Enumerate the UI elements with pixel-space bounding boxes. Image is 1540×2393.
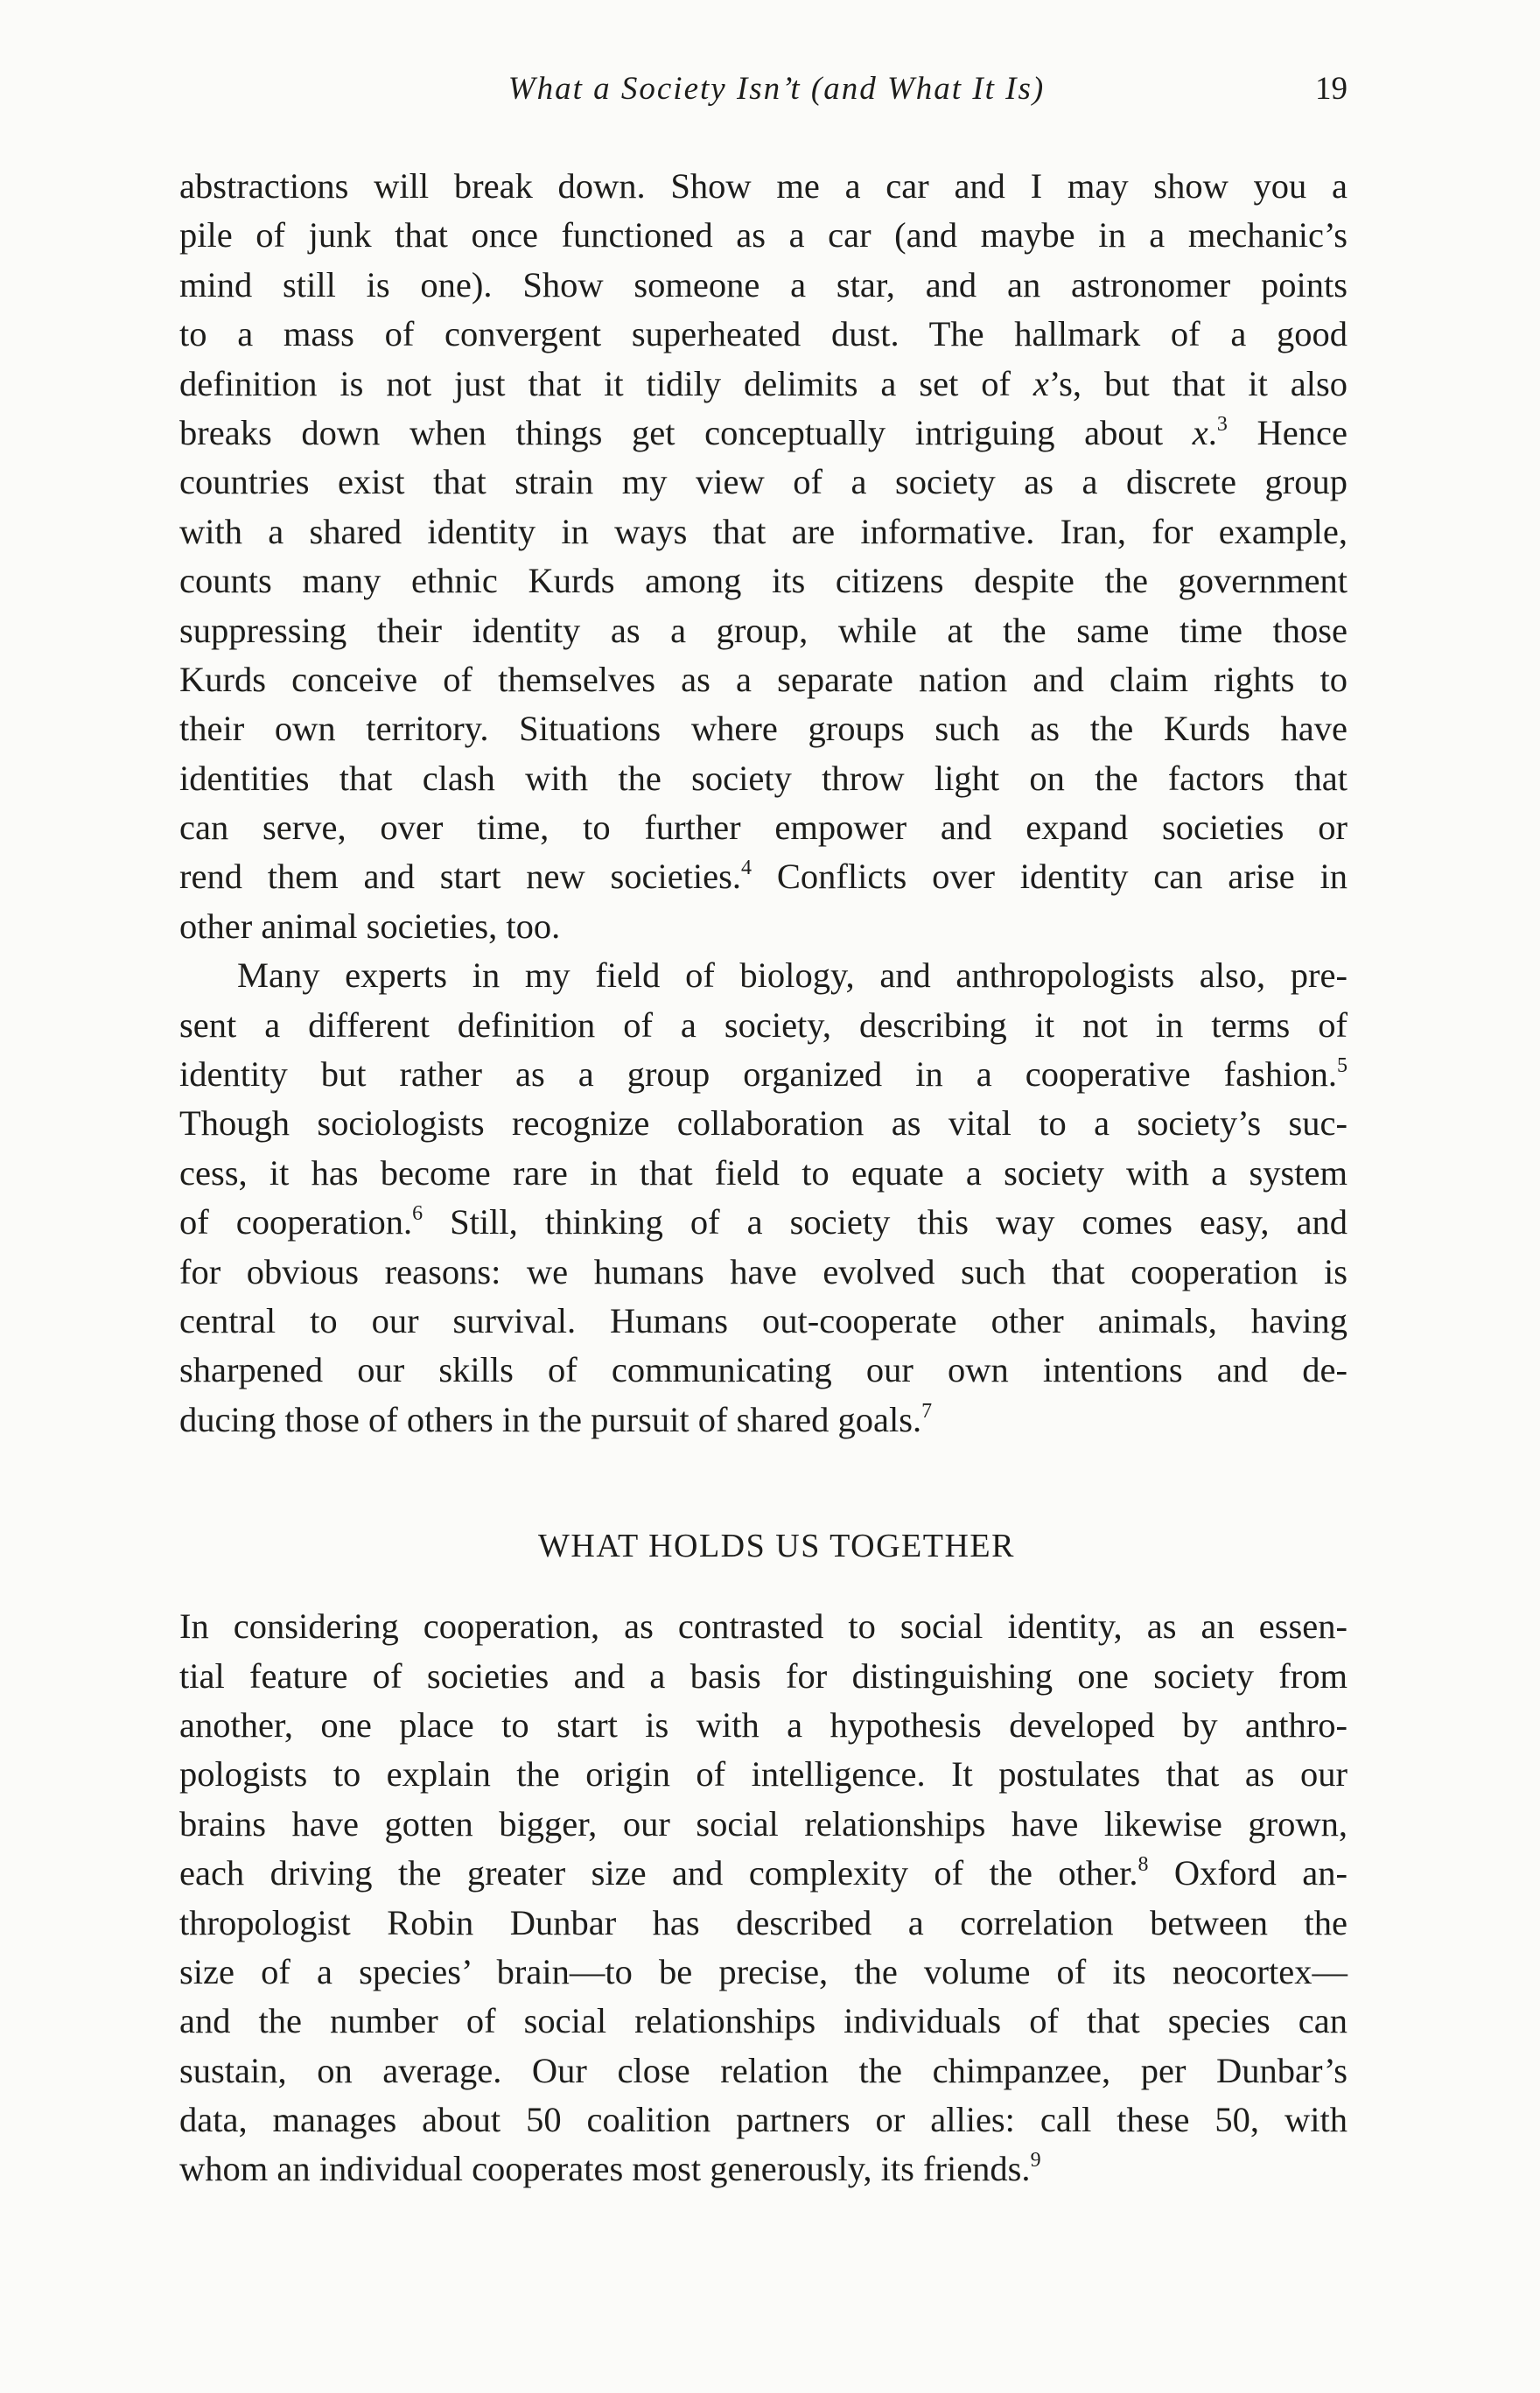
text-line: sustain, on average. Our close relation the chimpanzee, per Dunbar’s [179,2050,1348,2090]
text-line: brains have gotten bigger, our social relationships have likewise grown, [179,1803,1348,1844]
text-line: size of a species’ brain—to be precise, the volume of its neocortex— [179,1951,1348,1991]
text-line: another, one place to start is with a hypothesis developed by anthro- [179,1704,1348,1745]
text-line: to a mass of convergent superheated dust. The hallmark of a good [179,314,1348,354]
footnote-ref: 5 [1337,1054,1348,1078]
text-line: of cooperation.$^6$ Still, thinking of a society this way comes easy, and [179,1202,1348,1242]
page-number: 19 [1315,71,1348,107]
text-line: whom an individual cooperates most generously, its friends.$^9$ [179,2149,1041,2189]
section-heading: WHAT HOLDS US TOGETHER [538,1528,1015,1565]
text-line: breaks down when things get conceptually intriguing about x.$^3$ Hence [179,412,1348,452]
text-line: other animal societies, too. [179,906,561,946]
text-line: thropologist Robin Dunbar has described a correlation between the [179,1902,1348,1942]
text-line: In considering cooperation, as contrasted to social identity, as an essen- [179,1606,1348,1647]
text-line: abstractions will break down. Show me a car and I may show you a [179,166,1348,206]
text-line: for obvious reasons: we humans have evolved such that cooperation is [179,1251,1348,1291]
text-line: mind still is one). Show someone a star, and an astronomer points [179,264,1348,304]
text-line: central to our survival. Humans out-cooperate other animals, having [179,1300,1348,1340]
text-line: countries exist that strain my view of a society as a discrete group [179,462,1348,502]
paragraph-2 [179,951,1348,1445]
text-line: their own territory. Situations where groups such as the Kurds have [179,709,1348,749]
text-line: rend them and start new societies.$^4$ Conflicts over identity can arise in [179,857,1348,897]
running-title: What a Society Isn’t (and What It Is) [508,71,1046,107]
text-line: ducing those of others in the pursuit of shared goals.$^7$ [179,1399,933,1439]
body-text [179,162,1348,2194]
footnote-ref: 8 [1138,1853,1149,1877]
footnote-ref: 7 [921,1399,933,1423]
italic-variable: x [1192,412,1208,452]
italic-variable: x [1032,363,1049,403]
footnote-ref: 9 [1030,2149,1041,2173]
text-line: definition is not just that it tidily delimits a set of x’s, but that it also [179,363,1348,403]
footnote-ref: 6 [412,1202,424,1226]
text-line: sent a different definition of a society, describing it not in terms of [179,1004,1348,1045]
text-line: tial feature of societies and a basis for distinguishing one society from [179,1655,1348,1696]
footnote-ref: 3 [1216,412,1228,436]
text-line: counts many ethnic Kurds among its citizens despite the government [179,561,1348,601]
text-line: suppressing their identity as a group, while at the same time those [179,610,1348,650]
text-line: Many experts in my field of biology, and anthropologists also, pre- [237,955,1348,996]
text-line: with a shared identity in ways that are informative. Iran, for example, [179,511,1348,551]
text-line: each driving the greater size and complexity of the other.$^8$ Oxford an- [179,1853,1348,1893]
text-line: sharpened our skills of communicating our own intentions and de- [179,1350,1348,1390]
running-head [179,63,1348,115]
text-line: identity but rather as a group organized in a cooperative fashion.$^5$ [179,1054,1348,1095]
text-line: data, manages about 50 coalition partners or allies: call these 50, with [179,2100,1348,2140]
text-line: and the number of social relationships individuals of that species can [179,2001,1348,2041]
text-line: cess, it has become rare in that field to equate a society with a system [179,1152,1348,1193]
footnote-ref: 4 [741,857,752,880]
text-line: can serve, over time, to further empower and expand societies or [179,808,1348,848]
text-line: Kurds conceive of themselves as a separate nation and claim rights to [179,659,1348,699]
text-line: identities that clash with the society throw light on the factors that [179,758,1348,798]
text-line: Though sociologists recognize collaboration as vital to a society’s suc- [179,1103,1348,1144]
text-line: pologists to explain the origin of intelligence. It postulates that as our [179,1754,1348,1795]
paragraph-3 [179,1602,1348,2194]
text-line: pile of junk that once functioned as a car (and maybe in a mechanic’s [179,215,1348,255]
paragraph-1 [179,162,1348,951]
